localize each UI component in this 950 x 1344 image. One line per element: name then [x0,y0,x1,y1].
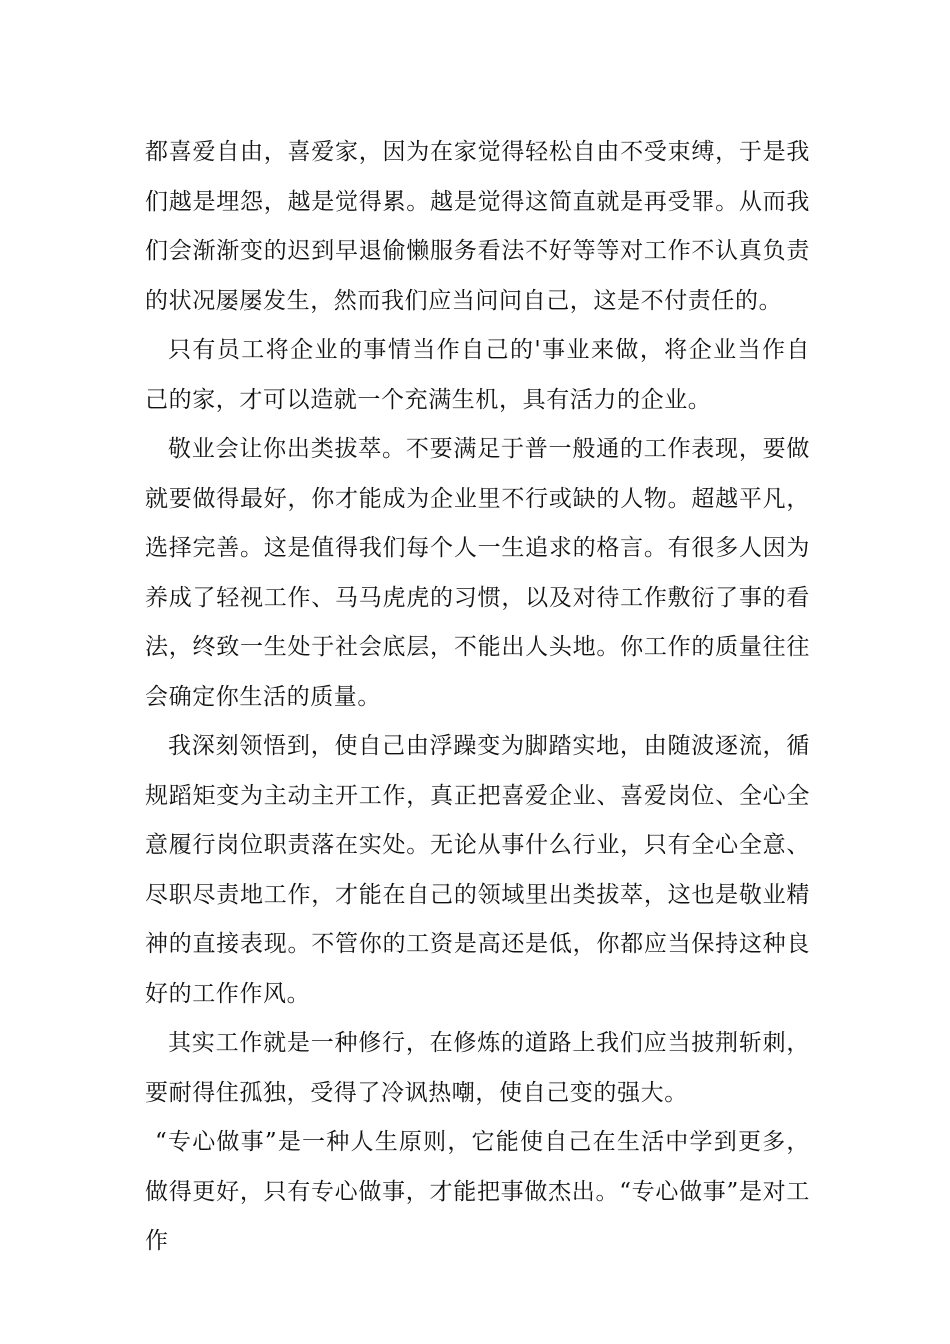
body-text [145,128,810,1267]
paragraph-5: 其实工作就是一种修行，在修炼的道路上我们应当披荆斩刺，要耐得住孤独，受得了冷讽热嘲，使自己变的强大。 [145,1030,810,1106]
paragraph-1: 都喜爱自由，喜爱家，因为在家觉得轻松自由不受束缚，于是我们越是埋怨，越是觉得累。越是觉得这简直就是再受罪。从而我们会渐渐变的迟到早退偷懒服务看法不好等等对工作不认真负责的状况屡屡发生，然而我们应当问问自己，这是不付责任的。 [145,139,810,314]
paragraph-3: 敬业会让你出类拔萃。不要满足于普一般通的工作表现，要做就要做得最好，你才能成为企业里不行或缺的人物。超越平凡，选择完善。这是值得我们每个人一生追求的格言。有很多人因为养成了轻视工作、马马虎虎的习惯，以及对待工作敷衍了事的看法，终致一生处于社会底层，不能出人头地。你工作的质量往往会确定你生活的质量。 [145,436,810,710]
paragraph-6: “专心做事”是一种人生原则，它能使自己在生活中学到更多，做得更好，只有专心做事，才能把事做杰出。“专心做事”是对工作 [145,1129,810,1254]
paragraph-2: 只有员工将企业的事情当作自己的'事业来做，将企业当作自己的家，才可以造就一个充满生机，具有活力的企业。 [145,337,810,413]
paragraph-4: 我深刻领悟到，使自己由浮躁变为脚踏实地，由随波逐流，循规蹈矩变为主动主开工作，真正把喜爱企业、喜爱岗位、全心全意履行岗位职责落在实处。无论从事什么行业，只有全心全意、尽职尽责地工作，才能在自己的领域里出类拔萃，这也是敬业精神的直接表现。不管你的工资是高还是低，你都应当保持这种良好的工作作风。 [145,733,810,1007]
